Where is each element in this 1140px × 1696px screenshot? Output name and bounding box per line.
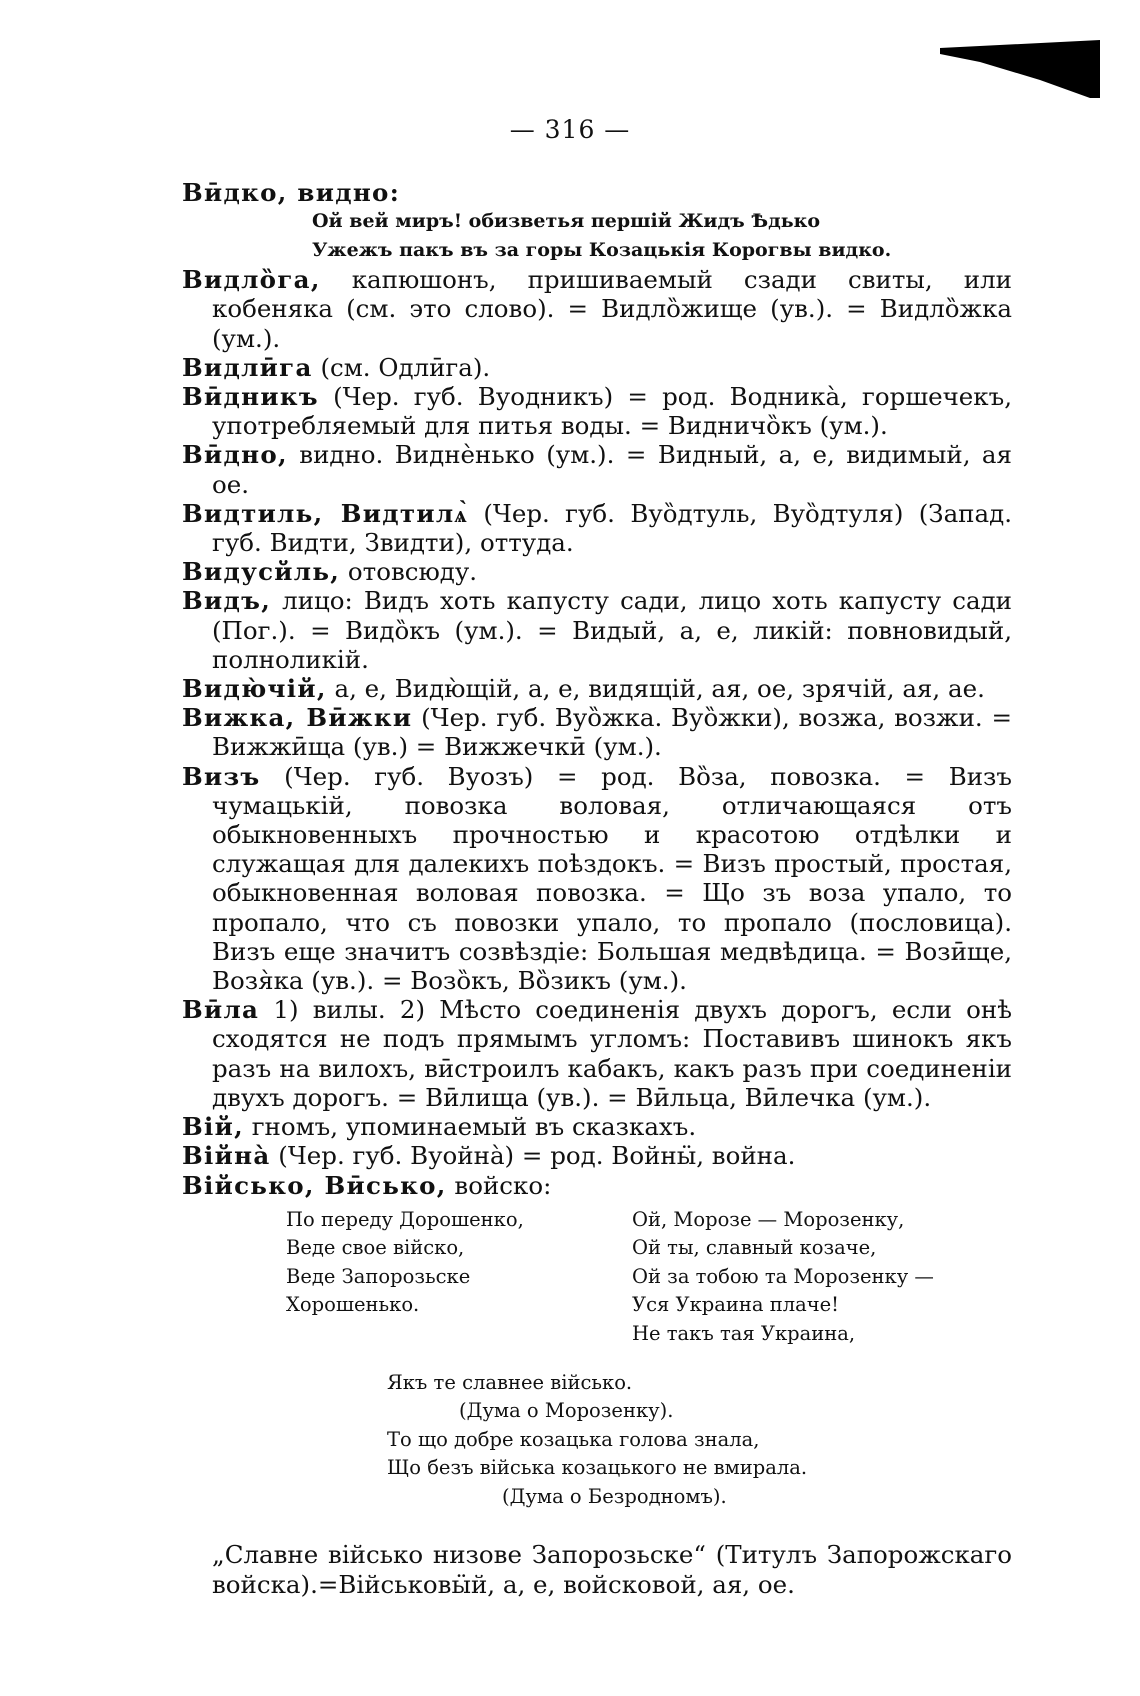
definition: 1) вилы. 2) Мѣсто соединенія двухъ дорогъ, если онѣ сходятся не подъ прямымъ угломъ: Поставивъ шинокъ якъ разъ на вилохъ, вӣстроилъ кабакъ, какъ разъ при соединеніи двухъ дорогъ. = Вӣлища (ув.). = Вӣльца, Вӣлечка (ум.). [212,995,1012,1112]
definition: (см. Одлӣга). [312,352,491,382]
quote-line: Ой вей миръ! обизветья першій Жидъ Ѣдько [312,210,821,233]
entry-viysko [182,1171,1012,1200]
entry-vydloga [182,265,1012,353]
headword: Видю̀чій, [182,674,327,704]
headword: Видусйль, [182,557,341,587]
poem-line: Веде свое війско, [286,1236,465,1260]
definition: (Чер. губ. Вуозъ) = род. Вȍза, повозка. = Визъ чумацькій, повозка воловая, отличающаяся отъ обыкновенныхъ прочностью и красотою отдѣлки и служащая для далекихъ поѣздокъ. = Визъ простый, простая, обыкновенная воловая повозка. = Що зъ воза упало, то пропало, что съ повозки упало, то пропало (пословица). Визъ еще значитъ созвѣздіе: Большая медвѣдица. = Возӣще, Возя̀ка (ув.). = Возȍкъ, Вȍзикъ (ум.). [212,761,1012,996]
headword: Вӣдно, [182,440,288,470]
poem-line: Не такъ тая Украина, [632,1321,856,1345]
definition: отовсюду. [340,557,478,587]
entry-viyna [182,1141,1012,1170]
headword: Вижка, Вӣжки [182,703,413,733]
headword: Видлȍга, [182,265,321,295]
definition: (Чер. губ. Вуодникъ) = род. Водника̀, горшечекъ, употребляемый для питья воды. = Видничȍкъ (ум.). [212,382,1012,441]
poem-source: (Дума о Безродномъ). [502,1484,727,1508]
page-number: — 316 — [509,115,631,144]
definition: (Чер. губ. Вуȍжка. Вуȍжки), возжа, возжи. = Вижжӣща (ув.) = Вижжечкӣ (ум.). [212,703,1012,762]
poem-line: По переду Дорошенко, [286,1207,524,1231]
headword: Видъ, [182,586,272,616]
closing-entry: „Славне військо низове Запорозьске“ (Титулъ Запорожскаго войска).=Військовӹй, а, е, войсковой, ая, ое. [212,1539,1012,1599]
poem-source: (Дума о Морозенку). [459,1399,674,1423]
poem-line: Веде Запорозьске [286,1264,471,1288]
poem-line: Ой, Морозе — Морозенку, [632,1207,905,1231]
entry-vyd [182,586,1012,674]
entry-vydko [182,178,1012,207]
headword: Вӣдникъ [182,382,319,412]
definition: (Чер. губ. Вуȍдтуль, Вуȍдтуля) (Запад. губ. Видти, Звидти), оттуда. [212,498,1012,558]
dictionary-entries [182,178,1012,1600]
scan-artifact-corner [920,40,1100,110]
poem-center [387,1369,807,1512]
entry-vydtyl [182,499,1012,557]
quote-line: Ужежъ пакъ въ за горы Козацькія Корогвы видко. [312,239,892,262]
definition: войско: [446,1170,552,1200]
headword: Видтиль, Видтилѧ̀ [182,498,468,528]
entry-vydusyl [182,557,1012,586]
quote-block [182,207,1012,265]
entry-vydyuchiy [182,674,1012,703]
entry-vyzhka [182,703,1012,761]
headword: Військо, Вӣсько, [182,1170,447,1200]
definition: гномъ, упоминаемый въ сказкахъ. [243,1112,697,1142]
definition: (Чер. губ. Вуойна̀) = род. Войнӹ, война. [270,1141,796,1171]
headword: Вій, [182,1112,244,1142]
poem-block [182,1200,1012,1540]
headword: Визъ [182,761,261,791]
definition: а, е, Видю̀щій, а, е, видящій, ая, ое, зрячій, ая, ае. [326,674,985,704]
entry-viy [182,1112,1012,1141]
definition: капюшонъ, пришиваемый сзади свиты, или кобеняка (см. это слово). = Видлȍжище (ув.). = Видлȍжка (ум.). [212,265,1012,353]
definition: видно. Виднѐнько (ум.). = Видный, а, е, видимый, ая ое. [212,440,1012,499]
headword: Вӣдко, видно: [182,178,401,207]
entry-vyla [182,995,1012,1112]
poem-line: Ой ты, славный козаче, [632,1236,877,1260]
entry-vydno [182,440,1012,498]
poem-line: Якъ те славнее військо. [387,1370,633,1394]
poem-column-left [286,1206,524,1320]
poem-line: Хорошенько. [286,1293,420,1317]
headword: Вӣла [182,995,260,1025]
definition: лицо: Видъ хоть капусту сади, лицо хоть капусту сади (Пог.). = Видȍкъ (ум.). = Видый, а, е, ликій: повновидый, полноликій. [212,586,1012,674]
entry-vyz [182,762,1012,996]
entry-vydlyga [182,353,1012,382]
poem-line: Що безъ війська козацького не вмирала. [387,1456,808,1480]
poem-column-right [632,1206,934,1349]
headword: Війна̀ [182,1141,271,1171]
entry-vydnyk [182,382,1012,440]
poem-line: Ой за тобою та Морозенку — [632,1264,934,1288]
poem-line: То що добре козацька голова знала, [387,1427,760,1451]
poem-line: Уся Украина плаче! [632,1293,839,1317]
headword: Видлӣга [182,352,313,382]
